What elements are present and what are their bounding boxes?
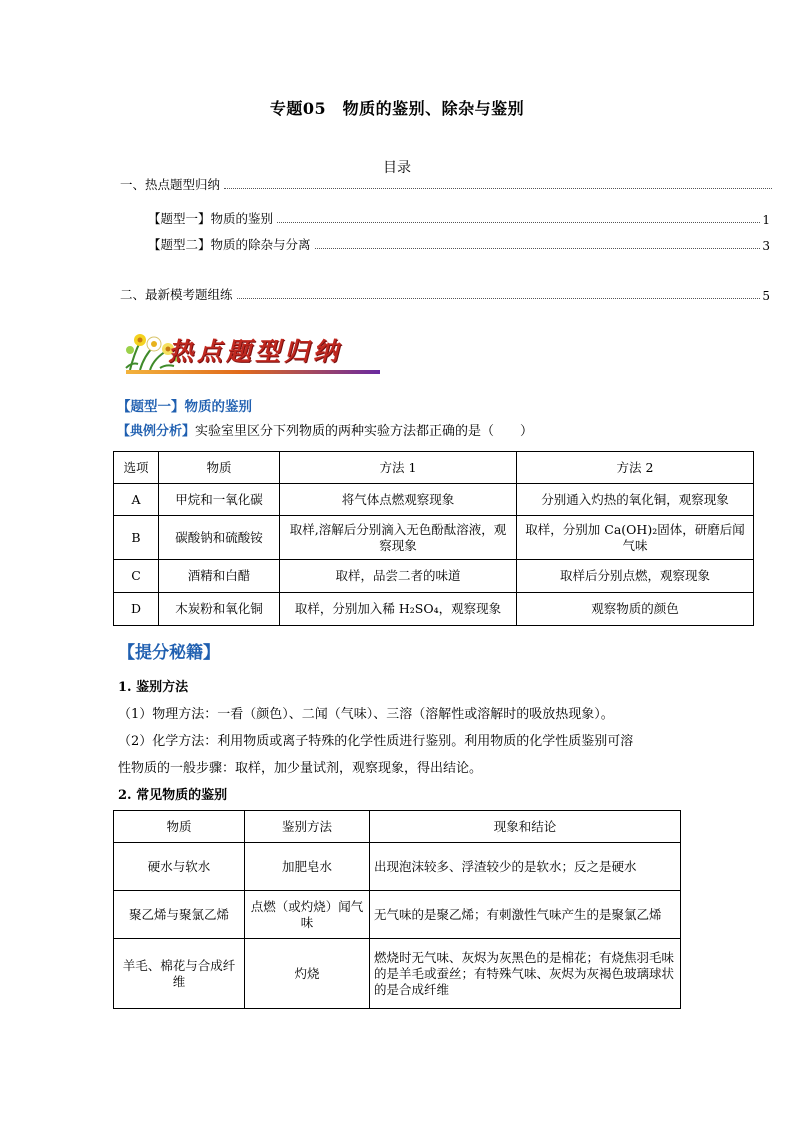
- table-cell: 取样,溶解后分别滴入无色酚酞溶液，观察现象: [280, 516, 517, 560]
- table-header: 选项: [114, 452, 159, 484]
- type1-label: 【题型一】物质的鉴别: [117, 399, 252, 415]
- toc-entry[interactable]: [120, 175, 774, 193]
- s1-paragraph-2-cont: 性物质的一般步骤：取样，加少量试剂，观察现象，得出结论。: [118, 761, 483, 776]
- toc-leader: [277, 222, 760, 223]
- table-cell: 碳酸钠和硫酸铵: [159, 516, 280, 560]
- table-cell: 木炭粉和氧化铜: [159, 593, 280, 626]
- table-header: 现象和结论: [370, 811, 681, 843]
- table-cell: 聚乙烯与聚氯乙烯: [114, 891, 245, 939]
- table-row: [114, 484, 754, 516]
- table-cell: 出现泡沫较多、浮渣较少的是软水；反之是硬水: [370, 843, 681, 891]
- table-cell: A: [114, 484, 159, 516]
- table-cell: 无气味的是聚乙烯；有刺激性气味产生的是聚氯乙烯: [370, 891, 681, 939]
- table-cell: D: [114, 593, 159, 626]
- s2-heading: 2. 常见物质的鉴别: [118, 788, 228, 803]
- table-row: [114, 516, 754, 560]
- table-cell: 加肥皂水: [245, 843, 370, 891]
- example-tag: 【典例分析】: [117, 424, 196, 439]
- table-header: 方法 1: [280, 452, 517, 484]
- banner-title: 热点题型归纳: [168, 337, 343, 366]
- toc-entry-label: 一、热点题型归纳: [120, 177, 221, 192]
- toc-page-number: 1: [762, 213, 770, 227]
- table-header: 鉴别方法: [245, 811, 370, 843]
- toc-entry[interactable]: [148, 235, 770, 253]
- table-row: [114, 939, 681, 1009]
- table-row: [114, 891, 681, 939]
- table-header: 物质: [159, 452, 280, 484]
- table-cell: 点燃（或灼烧）闻气味: [245, 891, 370, 939]
- section-banner: [120, 324, 382, 380]
- s1-heading: 1. 鉴别方法: [118, 680, 189, 695]
- toc-leader: [237, 298, 761, 299]
- table-header: 物质: [114, 811, 245, 843]
- table-cell: 取样，分别加入稀 H₂SO₄，观察现象: [280, 593, 517, 626]
- toc-heading: 目录: [383, 160, 411, 176]
- table-row: [114, 843, 681, 891]
- table-cell: C: [114, 560, 159, 593]
- s1-paragraph-2: （2）化学方法：利用物质或离子特殊的化学性质进行鉴别。利用物质的化学性质鉴别可溶: [118, 734, 634, 749]
- s1-paragraph-1: （1）物理方法：一看（颜色）、二闻（气味）、三溶（溶解性或溶解时的吸放热现象）。: [118, 707, 614, 722]
- table-cell: 酒精和白醋: [159, 560, 280, 593]
- table-cell: B: [114, 516, 159, 560]
- tips-heading: 【提分秘籍】: [118, 643, 220, 663]
- table-row: [114, 560, 754, 593]
- table-row: [114, 593, 754, 626]
- table-header: 方法 2: [517, 452, 754, 484]
- example-question-line: [117, 420, 533, 439]
- banner-underline: [126, 370, 380, 374]
- toc-page-number: 5: [762, 289, 770, 303]
- toc-leader: [315, 248, 761, 249]
- table-cell: 取样，品尝二者的味道: [280, 560, 517, 593]
- table-cell: 燃烧时无气味、灰烬为灰黑色的是棉花；有烧焦羽毛味的是羊毛或蚕丝；有特殊气味、灰烬为灰褐色玻璃球状的是合成纤维: [370, 939, 681, 1009]
- example-question: 实验室里区分下列物质的两种实验方法都正确的是（ ）: [195, 424, 534, 439]
- common-substances-table: [113, 810, 681, 1009]
- toc-entry-label: 二、最新模考题组练: [120, 287, 233, 302]
- toc-entry-label: 【题型二】物质的除杂与分离: [148, 237, 311, 252]
- toc-entry[interactable]: [120, 285, 770, 303]
- table-cell: 取样后分别点燃，观察现象: [517, 560, 754, 593]
- document-title: 专题05 物质的鉴别、除杂与鉴别: [269, 99, 525, 118]
- table-cell: 分别通入灼热的氧化铜，观察现象: [517, 484, 754, 516]
- table-cell: 灼烧: [245, 939, 370, 1009]
- table-cell: 观察物质的颜色: [517, 593, 754, 626]
- table-cell: 取样，分别加 Ca(OH)₂固体，研磨后闻气味: [517, 516, 754, 560]
- table-cell: 羊毛、棉花与合成纤维: [114, 939, 245, 1009]
- toc-page-number: 3: [762, 239, 770, 253]
- table-cell: 将气体点燃观察现象: [280, 484, 517, 516]
- example-table: [113, 451, 754, 626]
- toc-entry[interactable]: [148, 209, 770, 227]
- toc-leader: [224, 188, 772, 189]
- table-cell: 硬水与软水: [114, 843, 245, 891]
- table-cell: 甲烷和一氧化碳: [159, 484, 280, 516]
- toc-entry-label: 【题型一】物质的鉴别: [148, 211, 274, 226]
